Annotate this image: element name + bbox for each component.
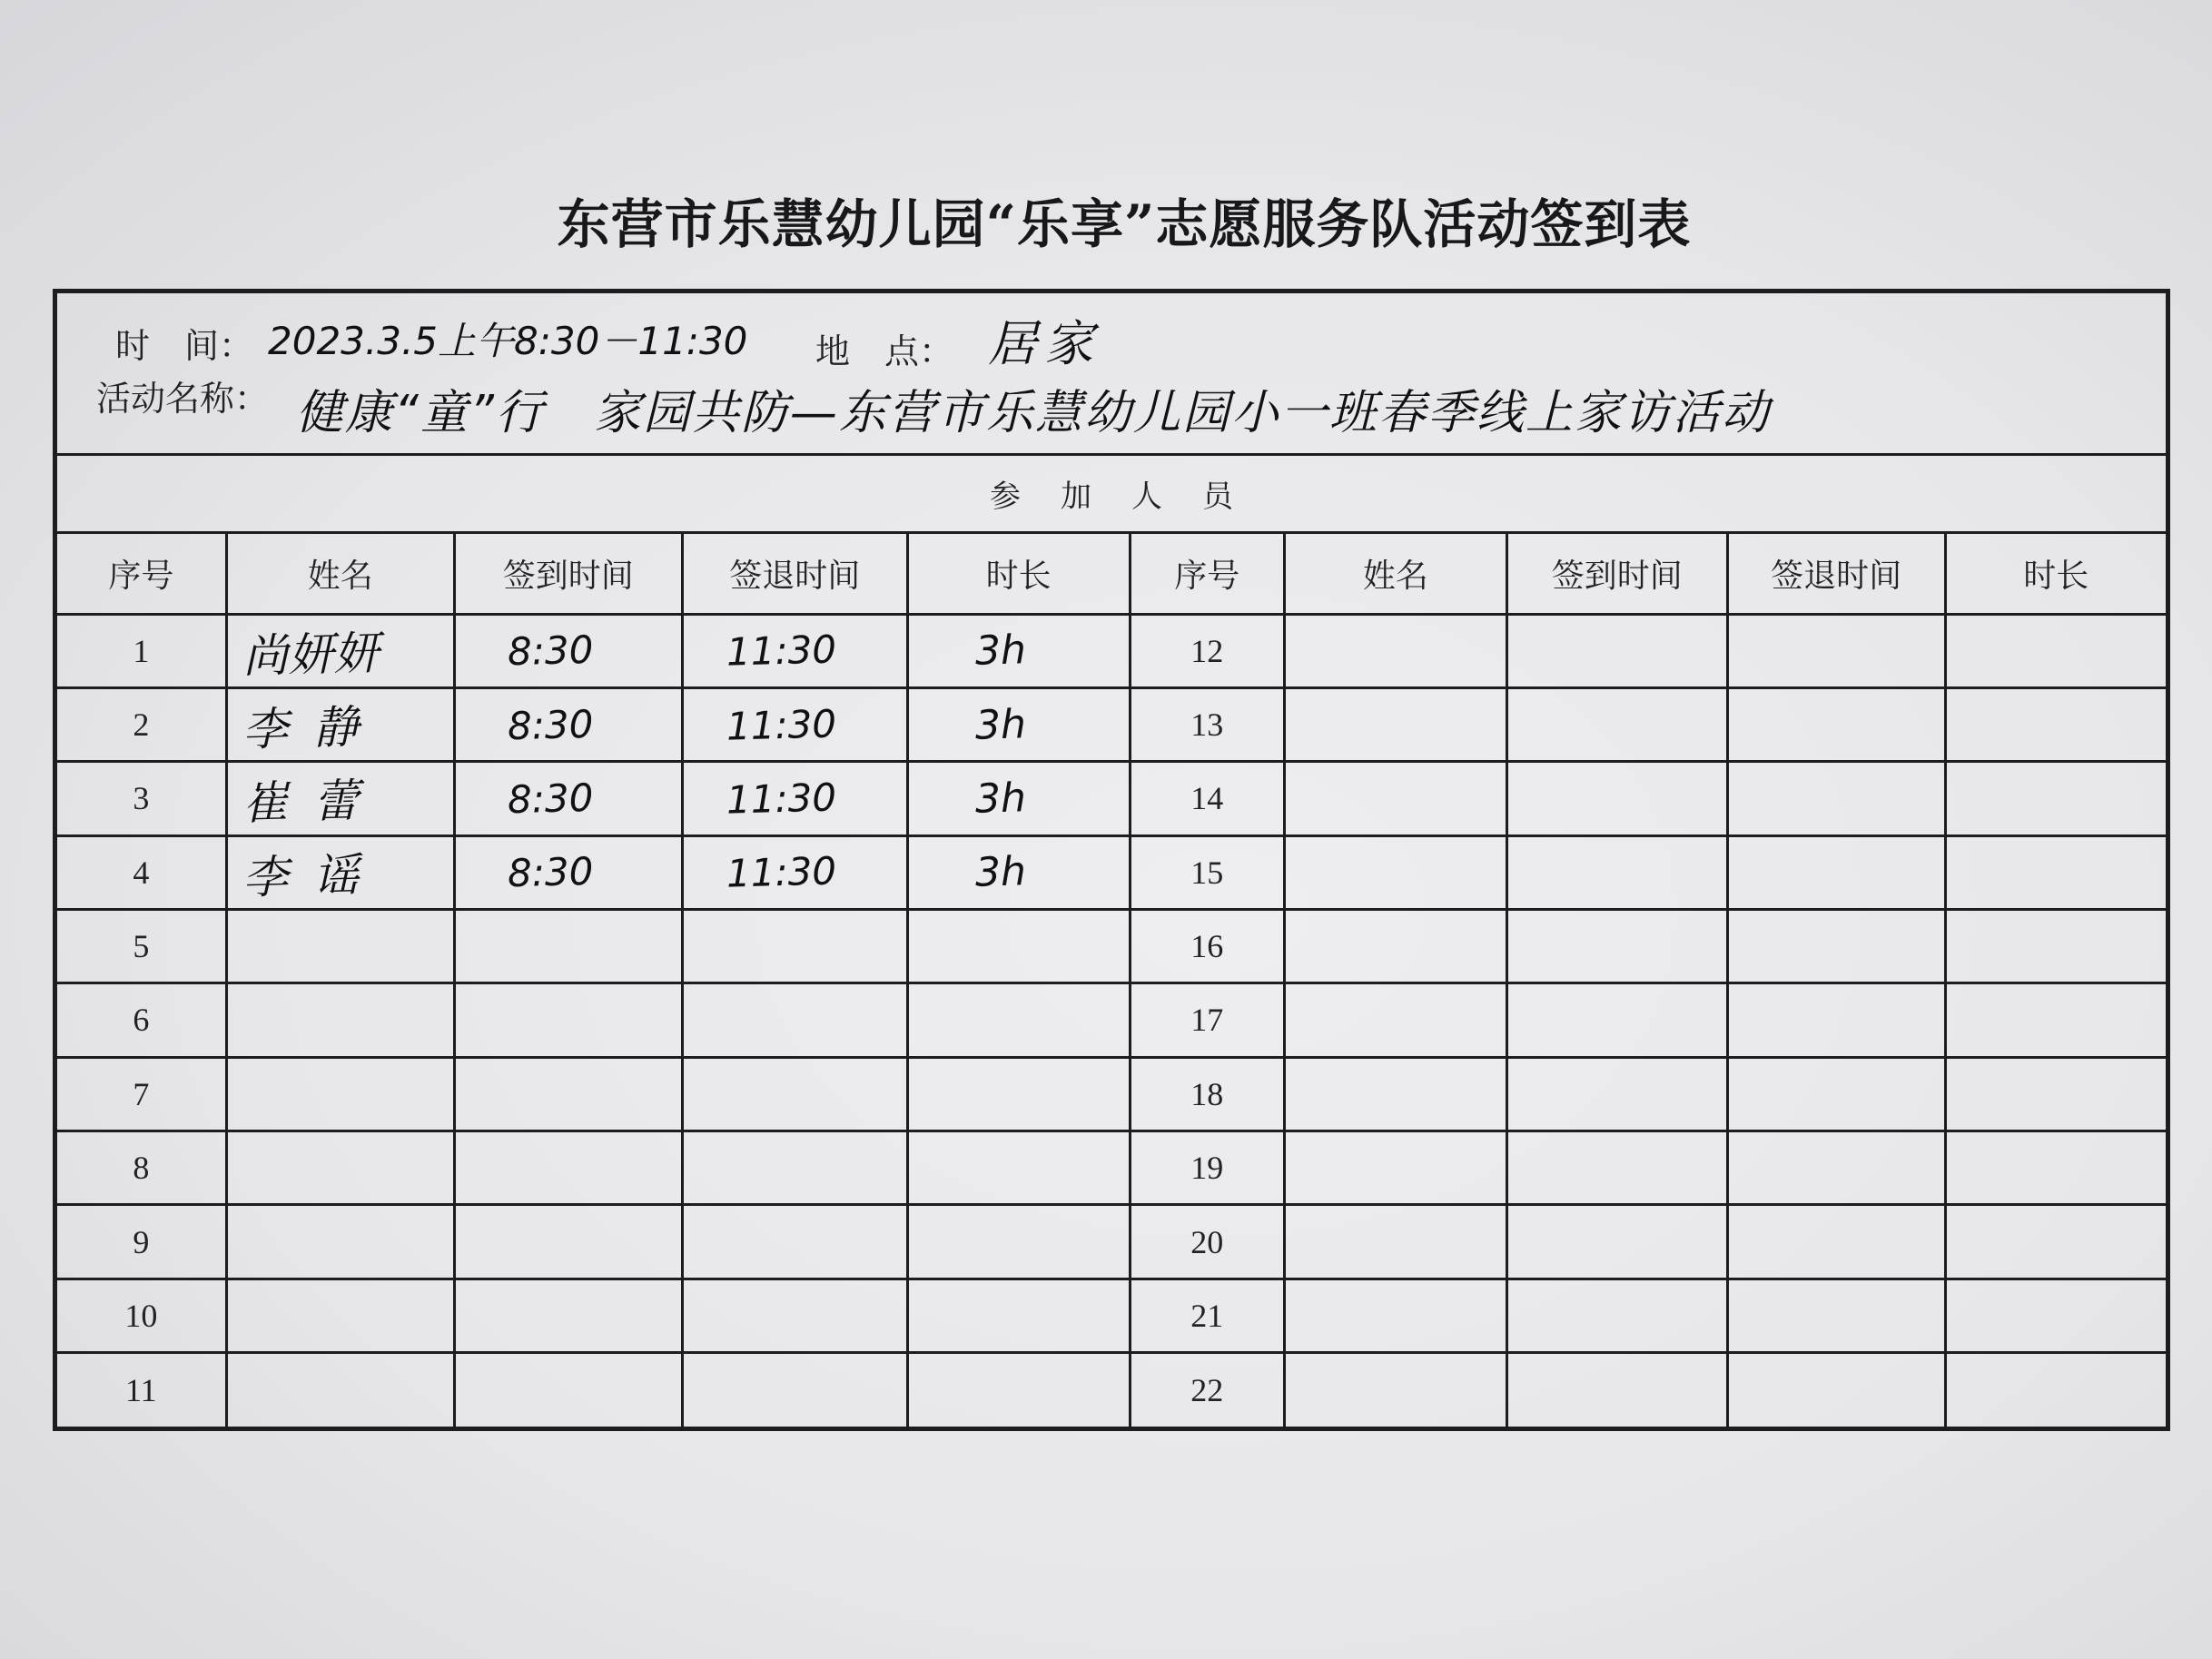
handwritten-entry: 11:30 <box>726 700 837 749</box>
duration-cell <box>907 687 1130 761</box>
sign-out-time-cell <box>1727 687 1945 761</box>
name-cell <box>226 835 454 909</box>
name-cell <box>226 687 454 761</box>
seq-cell <box>57 762 226 835</box>
name-cell <box>1284 1057 1506 1131</box>
seq-number: 16 <box>1190 928 1224 965</box>
duration-cell <box>1945 1353 2166 1427</box>
table-row <box>57 1057 2166 1131</box>
col-header-seq-right: 序号 <box>1130 534 1284 614</box>
duration-cell <box>1945 1205 2166 1279</box>
sign-out-time-cell <box>1727 1131 1945 1205</box>
seq-number: 12 <box>1190 632 1224 669</box>
duration-cell <box>1945 762 2166 835</box>
seq-cell <box>57 614 226 687</box>
activity-name-handwritten: 健康“童”行 家园共防—东营市乐慧幼儿园小一班春季线上家访活动 <box>296 386 1771 440</box>
header-row <box>57 534 2166 614</box>
seq-cell <box>57 835 226 909</box>
sign-out-time-cell <box>682 1205 907 1279</box>
place-value-handwritten: 居家 <box>988 315 1101 372</box>
time-value-handwritten: 2023.3.5上午8:30－11:30 <box>268 319 748 363</box>
sign-in-time-cell <box>1506 1279 1727 1352</box>
seq-cell <box>57 1205 226 1279</box>
handwritten-entry: 11:30 <box>726 848 837 896</box>
sign-in-time-cell <box>454 1205 682 1279</box>
sign-out-time-cell <box>682 1131 907 1205</box>
seq-cell <box>1130 762 1284 835</box>
name-cell <box>226 983 454 1057</box>
table-row <box>57 687 2166 761</box>
sign-in-time-cell <box>1506 687 1727 761</box>
table-body <box>57 614 2166 1427</box>
col-header-sign-out-left: 签退时间 <box>682 534 907 614</box>
seq-number: 21 <box>1190 1297 1224 1334</box>
duration-cell <box>907 1279 1130 1352</box>
participants-table <box>57 534 2166 1427</box>
duration-cell <box>907 983 1130 1057</box>
handwritten-entry: 11:30 <box>726 627 837 675</box>
name-cell <box>1284 909 1506 983</box>
sign-out-time-cell <box>1727 909 1945 983</box>
sign-out-time-cell <box>682 614 907 687</box>
seq-cell <box>57 1353 226 1427</box>
sign-in-time-cell <box>1506 1057 1727 1131</box>
handwritten-entry: 3h <box>974 627 1027 675</box>
name-cell <box>1284 1279 1506 1352</box>
sign-in-time-cell <box>454 983 682 1057</box>
col-header-seq-left: 序号 <box>57 534 226 614</box>
duration-cell <box>1945 1131 2166 1205</box>
handwritten-entry: 8:30 <box>506 775 594 823</box>
name-cell <box>1284 614 1506 687</box>
sign-out-time-cell <box>682 983 907 1057</box>
place-label: 地 点： <box>815 331 954 371</box>
name-cell <box>226 1279 454 1352</box>
seq-cell <box>57 1131 226 1205</box>
sign-out-time-cell <box>1727 835 1945 909</box>
table-row <box>57 1353 2166 1427</box>
sign-in-time-cell <box>454 614 682 687</box>
sign-out-time-cell <box>682 835 907 909</box>
name-cell <box>226 1057 454 1131</box>
seq-number: 2 <box>133 706 150 744</box>
sign-in-sheet <box>53 289 2170 1431</box>
col-header-sign-in-right: 签到时间 <box>1506 534 1727 614</box>
duration-cell <box>907 835 1130 909</box>
sign-in-time-cell <box>454 762 682 835</box>
col-header-name-left: 姓名 <box>226 534 454 614</box>
duration-cell <box>1945 983 2166 1057</box>
name-cell <box>1284 687 1506 761</box>
seq-number: 18 <box>1190 1075 1224 1112</box>
participants-section-title: 参加人员 <box>57 456 2166 534</box>
col-header-name-right: 姓名 <box>1284 534 1506 614</box>
name-cell <box>1284 762 1506 835</box>
table-row <box>57 983 2166 1057</box>
sign-out-time-cell <box>682 1353 907 1427</box>
sign-in-time-cell <box>454 1131 682 1205</box>
seq-number: 9 <box>133 1223 150 1260</box>
handwritten-entry: 8:30 <box>506 701 594 748</box>
sign-out-time-cell <box>1727 1205 1945 1279</box>
seq-cell <box>1130 687 1284 761</box>
time-label: 时 间： <box>115 326 254 366</box>
name-cell <box>1284 835 1506 909</box>
sign-in-time-cell <box>1506 835 1727 909</box>
seq-number: 17 <box>1190 1002 1224 1039</box>
handwritten-entry: 李静 <box>242 699 385 757</box>
sign-out-time-cell <box>1727 1279 1945 1352</box>
duration-cell <box>1945 1057 2166 1131</box>
duration-cell <box>907 1057 1130 1131</box>
handwritten-entry: 3h <box>974 775 1027 823</box>
duration-cell <box>907 1353 1130 1427</box>
seq-number: 20 <box>1190 1223 1224 1260</box>
activity-name-label: 活动名称： <box>96 379 270 419</box>
seq-number: 3 <box>133 780 150 817</box>
name-cell <box>1284 983 1506 1057</box>
table-row <box>57 1131 2166 1205</box>
table-header <box>57 534 2166 614</box>
seq-cell <box>57 1279 226 1352</box>
sign-in-time-cell <box>1506 1353 1727 1427</box>
seq-cell <box>57 1057 226 1131</box>
sign-out-time-cell <box>1727 983 1945 1057</box>
seq-number: 10 <box>124 1297 158 1334</box>
sign-in-time-cell <box>1506 614 1727 687</box>
document-title: 东营市乐慧幼儿园“乐享”志愿服务队活动签到表 <box>557 193 1692 255</box>
name-cell <box>226 762 454 835</box>
duration-cell <box>1945 1279 2166 1352</box>
sign-in-time-cell <box>1506 1205 1727 1279</box>
seq-cell <box>57 909 226 983</box>
name-cell <box>1284 1131 1506 1205</box>
seq-cell <box>1130 1131 1284 1205</box>
seq-number: 4 <box>133 854 150 891</box>
duration-cell <box>1945 835 2166 909</box>
duration-cell <box>1945 614 2166 687</box>
sign-in-time-cell <box>454 1353 682 1427</box>
name-cell <box>226 1205 454 1279</box>
sign-out-time-cell <box>682 687 907 761</box>
seq-cell <box>1130 835 1284 909</box>
name-cell <box>226 1131 454 1205</box>
seq-cell <box>1130 1057 1284 1131</box>
sign-out-time-cell <box>682 909 907 983</box>
col-header-duration-left: 时长 <box>907 534 1130 614</box>
seq-number: 13 <box>1190 706 1224 744</box>
seq-number: 1 <box>133 632 150 669</box>
sign-out-time-cell <box>682 1279 907 1352</box>
table-row <box>57 835 2166 909</box>
seq-number: 8 <box>133 1150 150 1187</box>
table-row <box>57 1205 2166 1279</box>
col-header-sign-in-left: 签到时间 <box>454 534 682 614</box>
sign-out-time-cell <box>1727 1353 1945 1427</box>
table-row <box>57 762 2166 835</box>
duration-cell <box>907 1205 1130 1279</box>
sign-in-time-cell <box>454 909 682 983</box>
handwritten-entry: 3h <box>974 700 1027 749</box>
duration-cell <box>907 762 1130 835</box>
handwritten-entry: 尚妍妍 <box>242 626 380 683</box>
sign-out-time-cell <box>682 762 907 835</box>
sign-out-time-cell <box>1727 614 1945 687</box>
sign-in-time-cell <box>1506 762 1727 835</box>
sign-in-time-cell <box>1506 983 1727 1057</box>
sign-in-time-cell <box>454 687 682 761</box>
sign-out-time-cell <box>682 1057 907 1131</box>
seq-number: 5 <box>133 928 150 965</box>
table-row <box>57 909 2166 983</box>
handwritten-entry: 11:30 <box>726 775 837 823</box>
seq-number: 15 <box>1190 854 1224 891</box>
table-row <box>57 614 2166 687</box>
name-cell <box>226 614 454 687</box>
seq-number: 11 <box>125 1372 157 1409</box>
handwritten-entry: 崔蕾 <box>242 774 385 831</box>
sign-in-time-cell <box>1506 1131 1727 1205</box>
sign-in-time-cell <box>454 1057 682 1131</box>
seq-number: 6 <box>133 1002 150 1039</box>
seq-number: 7 <box>133 1075 150 1112</box>
seq-number: 22 <box>1190 1372 1224 1409</box>
duration-cell <box>1945 687 2166 761</box>
name-cell <box>226 909 454 983</box>
handwritten-entry: 8:30 <box>506 627 594 675</box>
seq-cell <box>1130 909 1284 983</box>
duration-cell <box>907 614 1130 687</box>
seq-cell <box>57 687 226 761</box>
seq-cell <box>57 983 226 1057</box>
handwritten-entry: 3h <box>974 848 1027 896</box>
sign-in-time-cell <box>1506 909 1727 983</box>
duration-cell <box>907 1131 1130 1205</box>
sign-in-time-cell <box>454 1279 682 1352</box>
table-row <box>57 1279 2166 1352</box>
handwritten-entry: 李谣 <box>242 847 385 904</box>
col-header-sign-out-right: 签退时间 <box>1727 534 1945 614</box>
sign-out-time-cell <box>1727 1057 1945 1131</box>
seq-cell <box>1130 1279 1284 1352</box>
seq-cell <box>1130 614 1284 687</box>
handwritten-entry: 8:30 <box>506 849 594 896</box>
seq-number: 19 <box>1190 1150 1224 1187</box>
sign-in-time-cell <box>454 835 682 909</box>
name-cell <box>1284 1205 1506 1279</box>
duration-cell <box>907 909 1130 983</box>
seq-cell <box>1130 1205 1284 1279</box>
sign-out-time-cell <box>1727 762 1945 835</box>
duration-cell <box>1945 909 2166 983</box>
col-header-duration-right: 时长 <box>1945 534 2166 614</box>
seq-number: 14 <box>1190 780 1224 817</box>
name-cell <box>226 1353 454 1427</box>
activity-info-box <box>57 293 2166 456</box>
seq-cell <box>1130 1353 1284 1427</box>
name-cell <box>1284 1353 1506 1427</box>
seq-cell <box>1130 983 1284 1057</box>
